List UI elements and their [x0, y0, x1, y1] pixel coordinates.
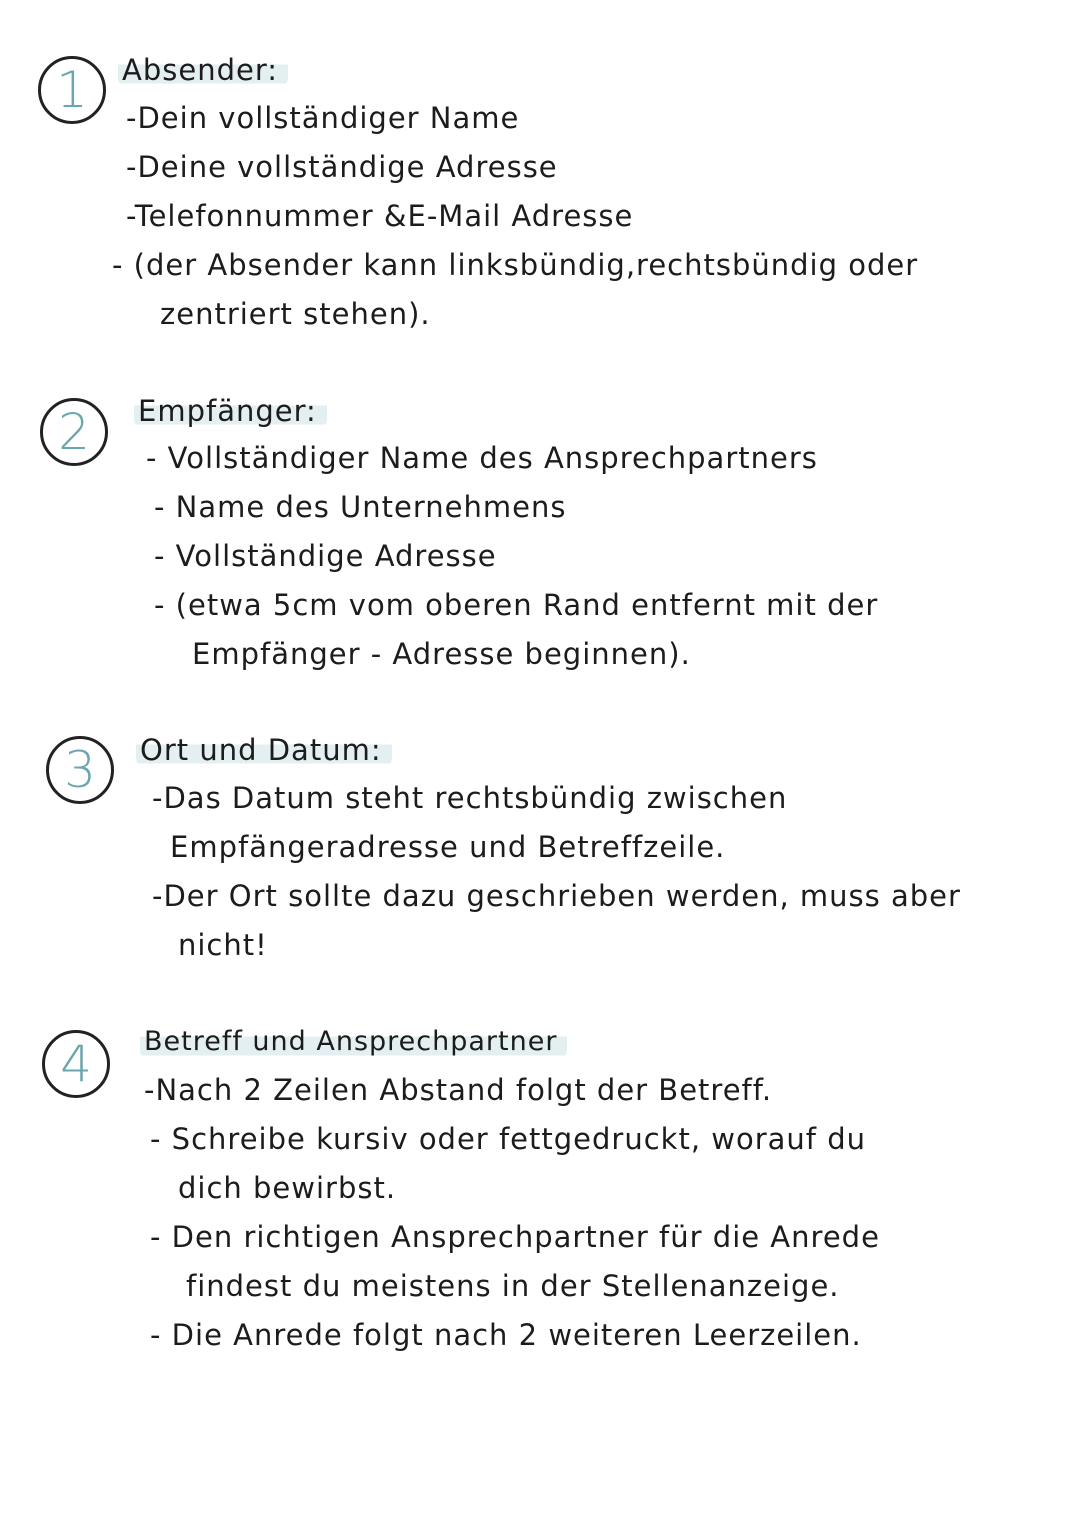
item-line: - Name des Unternehmens: [154, 490, 567, 524]
list-item: [154, 532, 878, 581]
item-line: findest du meistens in der Stellenanzeige.: [186, 1269, 840, 1303]
bullet-list: [144, 1066, 880, 1360]
list-item: [144, 1066, 880, 1115]
list-item: [126, 94, 918, 143]
item-line: - Den richtigen Ansprechpartner für die Anrede: [150, 1220, 880, 1254]
item-line: - Die Anrede folgt nach 2 weiteren Leerzeilen.: [150, 1318, 862, 1352]
list-item: [150, 1213, 880, 1311]
bullet-list: [112, 94, 919, 339]
item-line: Empfängeradresse und Betreffzeile.: [170, 830, 726, 864]
section-heading: Absender:: [118, 52, 288, 88]
section-heading: Betreff und Ansprechpartner: [140, 1024, 567, 1060]
item-line: -Das Datum steht rechtsbündig zwischen: [152, 781, 788, 815]
bullet-list: [146, 434, 878, 679]
item-line: -Dein vollständiger Name: [126, 101, 520, 135]
item-line: - (etwa 5cm vom oberen Rand entfernt mit der: [154, 588, 879, 622]
list-item: [150, 1311, 880, 1360]
item-line: Empfänger - Adresse beginnen).: [192, 637, 691, 671]
item-line: -Nach 2 Zeilen Abstand folgt der Betreff.: [144, 1073, 773, 1107]
item-line: nicht!: [178, 928, 268, 962]
item-line: - Schreibe kursiv oder fettgedruckt, worauf du: [150, 1122, 867, 1156]
list-item: [154, 483, 878, 532]
list-item: [150, 1115, 880, 1213]
item-line: - Vollständiger Name des Ansprechpartners: [146, 441, 818, 475]
section-number-badge: 1: [38, 56, 106, 124]
section-number-badge: 2: [40, 398, 108, 466]
item-line: zentriert stehen).: [160, 297, 431, 331]
bullet-list: [152, 774, 961, 970]
list-item: [126, 192, 918, 241]
item-line: dich bewirbst.: [178, 1171, 397, 1205]
list-item: [154, 581, 878, 679]
item-line: - Vollständige Adresse: [154, 539, 497, 573]
section-heading: Empfänger:: [134, 393, 327, 429]
list-item: [126, 143, 918, 192]
list-item: [152, 872, 961, 970]
item-line: -Telefonnummer &E-Mail Adresse: [126, 199, 634, 233]
item-line: -Der Ort sollte dazu geschrieben werden, muss aber: [152, 879, 961, 913]
list-item: [112, 241, 918, 339]
list-item: [146, 434, 878, 483]
section-number-badge: 3: [46, 736, 114, 804]
item-line: -Deine vollständige Adresse: [126, 150, 558, 184]
section-number-badge: 4: [42, 1030, 110, 1098]
item-line: - (der Absender kann linksbündig,rechtsbündig oder: [112, 248, 919, 282]
section-heading: Ort und Datum:: [136, 732, 392, 768]
list-item: [152, 774, 961, 872]
